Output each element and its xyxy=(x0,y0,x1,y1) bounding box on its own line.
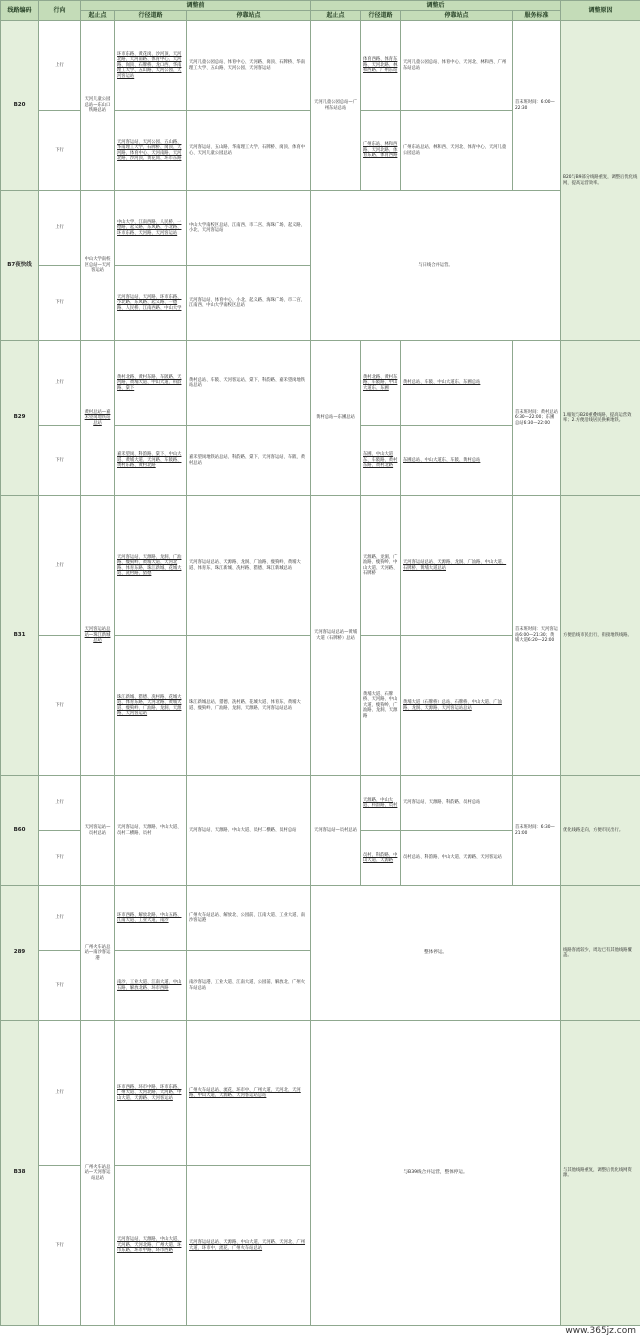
after-down-stops: 员村总站、科韵路、中山大道、天源路、天河客运站 xyxy=(401,831,513,886)
line-code: 289 xyxy=(1,886,39,1021)
after-down-route: 员村、科韵路、中山大道、天源路 xyxy=(361,831,401,886)
before-start: 天河儿童公园总站—东山口铁路总站 xyxy=(81,21,115,191)
before-up-stops: 广州火车站总站、解放北、公园前、江南大道、工业大道、南沙客运港 xyxy=(187,886,311,951)
before-down-stops: 天河客运站、五山路、华南理工大学、石牌桥、岗顶、体育中心、天河儿童公园总站 xyxy=(187,111,311,191)
after-down-stops: 黄埔大道（石牌桥）总站、石牌桥、中山大道、广汕路、龙洞、天源路、天河客运站总站 xyxy=(401,636,513,776)
service-standard: 首末班时间：6:00—22:30 xyxy=(513,21,561,191)
before-up-stops: 天河客运站、天源路、中山大道、员村二横路、员村总站 xyxy=(187,776,311,886)
after-start: 天河客运站总站—黄埔大道（石牌桥）总站 xyxy=(311,496,361,776)
after-up-route: 天源路、中山大道、科韵路、员村 xyxy=(361,776,401,831)
direction-up: 上行 xyxy=(39,21,81,111)
before-up-route: 黄村北路、黄村东路、车陂路、天河路、黄埔大道、中山大道、科韵路、棠下 xyxy=(115,341,187,426)
direction-down: 下行 xyxy=(39,111,81,191)
before-start: 广州火车站总站—天河客运站总站 xyxy=(81,1021,115,1326)
before-down-route: 珠江新城、猎德、冼村路、花城大道、体育东路、天河北路、黄埔大道、瘦狗岭、广汕路、龙洞、天源路、天河客运站 xyxy=(115,636,187,776)
before-down-route: 天河客运站、天河路、环市东路、小北路、东风路、起义路、一德路、人民桥、江南西路、中山大学 xyxy=(115,266,187,341)
after-up-route: 黄村北路、黄村东路、车陂路、中山大道东、东圃 xyxy=(361,341,401,426)
adjust-reason: 方便沿线市民出行，衔接地铁线路。 xyxy=(561,496,640,776)
before-start: 天河客运站—员村总站 xyxy=(81,776,115,886)
direction-up: 上行 xyxy=(39,1021,81,1166)
watermark-url: www.365jz.com xyxy=(565,1326,636,1336)
direction-up: 上行 xyxy=(39,341,81,426)
header-service: 服务标准 xyxy=(513,11,561,21)
before-up-stops: 中山大学南校区总站、江南西、市二宫、海珠广场、起义路、小北、天河客运站 xyxy=(187,191,311,266)
before-up-route: 天河客运站、天源路、中山大道、员村二横路、员村 xyxy=(115,776,187,886)
adjust-reason: B20与B9部分线路重复，调整后优化线网，提高运营效率。 xyxy=(561,21,640,341)
header-line-no: 线路编码 xyxy=(1,1,39,21)
line-code: B20 xyxy=(1,21,39,191)
after-down-stops: 广州东站总站、林和西、天河北、体育中心、天河儿童公园总站 xyxy=(401,111,513,191)
after-suspended-note: 与B39线合并运营，整体停运。 xyxy=(311,1021,561,1326)
before-down-route: 天河客运站、天源路、中山大道、天河路、天河北路、广州大道、环市东路、环市中路、环市西路 xyxy=(115,1166,187,1326)
after-down-route: 东圃、中山大道东、车陂路、黄村东路、黄村北路 xyxy=(361,426,401,496)
after-start: 天河客运站—员村总站 xyxy=(311,776,361,886)
direction-down: 下行 xyxy=(39,426,81,496)
line-code: B31 xyxy=(1,496,39,776)
header-after: 调整后 xyxy=(311,1,561,11)
before-start: 天河客运站总站—珠江新城总站 xyxy=(81,496,115,776)
after-up-stops: 天河儿童公园总站、体育中心、天河北、林和西、广州东站总站 xyxy=(401,21,513,111)
after-down-stops: 东圃总站、中山大道东、车陂、黄村总站 xyxy=(401,426,513,496)
after-start: 天河儿童公园总站—广州东站总站 xyxy=(311,21,361,191)
direction-down: 下行 xyxy=(39,1166,81,1326)
after-suspended-note: 整体停运。 xyxy=(311,886,561,1021)
before-down-stops: 天河客运站、体育中心、小北、起义路、海珠广场、市二宫、江南西、中山大学南校区总站 xyxy=(187,266,311,341)
line-code: B29 xyxy=(1,341,39,496)
direction-down: 下行 xyxy=(39,831,81,886)
header-after-start: 起止点 xyxy=(311,11,361,21)
before-up-stops: 天河儿童公园总站、体育中心、天河路、岗顶、石牌桥、华南理工大学、五山路、天河公园、天河客运站 xyxy=(187,21,311,111)
before-up-route: 中山大学、江南西路、人民桥、一德路、起义路、东风路、小北路、环市东路、天河路、天河客运站 xyxy=(115,191,187,266)
before-down-route: 嘉禾望岗、科韵路、棠下、中山大道、黄埔大道、天河路、车陂路、黄村东路、黄村北路 xyxy=(115,426,187,496)
table-row xyxy=(1,886,640,951)
direction-down: 下行 xyxy=(39,266,81,341)
header-direction: 行向 xyxy=(39,1,81,21)
before-start: 黄村总站—嘉禾望岗地铁站总站 xyxy=(81,341,115,496)
header-before-stops: 停靠站点 xyxy=(187,11,311,21)
line-code: B60 xyxy=(1,776,39,886)
after-up-route: 天源路、龙洞、广汕路、瘦狗岭、中山大道、天河路、石牌桥 xyxy=(361,496,401,636)
direction-up: 上行 xyxy=(39,496,81,636)
before-up-route: 环市西路、解放北路、中山五路、江南大道、工业大道、南沙 xyxy=(115,886,187,951)
header-before-start: 起止点 xyxy=(81,11,115,21)
direction-down: 下行 xyxy=(39,636,81,776)
service-standard: 首末班时间：天河客运站6:00—21:30；黄埔大道6:20—22:00 xyxy=(513,496,561,776)
table-row xyxy=(1,21,640,111)
after-up-route: 体育西路、体育东路、天河北路、林和西路、广州东站 xyxy=(361,21,401,111)
direction-down: 下行 xyxy=(39,951,81,1021)
direction-up: 上行 xyxy=(39,191,81,266)
table-row xyxy=(1,191,640,266)
after-down-route: 广州东站、林和西路、天河北路、体育东路、体育西路 xyxy=(361,111,401,191)
before-down-route: 南沙、工业大道、江南大道、中山五路、解放北路、环市西路 xyxy=(115,951,187,1021)
after-up-stops: 天河客运站总站、天源路、龙洞、广汕路、中山大道、石牌桥、黄埔大道总站 xyxy=(401,496,513,636)
before-start: 中山大学南校区总站—天河客运站 xyxy=(81,191,115,341)
line-code: B7夜快线 xyxy=(1,191,39,341)
header-reason: 调整原因 xyxy=(561,1,640,21)
before-down-stops: 珠江新城总站、猎德、冼村路、花城大道、体育东、黄埔大道、瘦狗岭、广汕路、龙洞、天源路、天河客运站总站 xyxy=(187,636,311,776)
after-up-stops: 黄村总站、车陂、中山大道东、东圃总站 xyxy=(401,341,513,426)
after-merged-note: 与日线合并运营。 xyxy=(311,191,561,341)
before-up-route: 环市西路、环市中路、环市东路、广州大道、天河北路、天河路、中山大道、天源路、天河客运站 xyxy=(115,1021,187,1166)
before-down-stops: 嘉禾望岗地铁站总站、科韵路、棠下、天河客运站、车陂、黄村总站 xyxy=(187,426,311,496)
header-after-route: 行径道路 xyxy=(361,11,401,21)
service-standard: 首末班时间：黄村总站6:30—22:00；东圃总站6:30—22:00 xyxy=(513,341,561,496)
service-standard: 首末班时间：6:30—21:00 xyxy=(513,776,561,886)
table-row xyxy=(1,776,640,831)
before-up-stops: 黄村总站、车陂、天河客运站、棠下、科韵路、嘉禾望岗地铁站总站 xyxy=(187,341,311,426)
header-before: 调整前 xyxy=(81,1,311,11)
before-down-stops: 南沙客运港、工业大道、江南大道、公园前、解放北、广州火车站总站 xyxy=(187,951,311,1021)
header-after-stops: 停靠站点 xyxy=(401,11,513,21)
table-row xyxy=(1,1021,640,1166)
before-down-route: 天河客运站、天河公园、五山路、华南理工大学、石牌桥、岗顶、天河路、体育中心、天河南路、天河北路、沙河顶、黄花岗、环市东路 xyxy=(115,111,187,191)
before-up-stops: 广州火车站总站、流花、环市中、广州大道、天河北、天河路、中山大道、天源路、天河客运站总站 xyxy=(187,1021,311,1166)
before-down-stops: 天河客运站总站、天源路、中山大道、天河路、天河北、广州大道、环市中、流花、广州火车站总站 xyxy=(187,1166,311,1326)
before-up-route: 环市东路、黄花岗、沙河顶、天河北路、天河南路、体育中心、天河路、岗顶、石牌桥、龙口西、华南理工大学、五山路、天河公园、天河客运站 xyxy=(115,21,187,111)
adjust-reason: 1.缩短与B20重叠线路，提高运营效率；2.方便沿线居民换乘地铁。 xyxy=(561,341,640,496)
before-start: 广州火车站总站—南沙客运港 xyxy=(81,886,115,1021)
header-before-route: 行径道路 xyxy=(115,11,187,21)
before-up-stops: 天河客运站总站、天源路、龙洞、广汕路、瘦狗岭、黄埔大道、体育东、珠江新城、冼村路、猎德、珠江新城总站 xyxy=(187,496,311,636)
after-up-stops: 天河客运站、天源路、科韵路、员村总站 xyxy=(401,776,513,831)
direction-up: 上行 xyxy=(39,776,81,831)
before-up-route: 天河客运站、天源路、龙洞、广汕路、瘦狗岭、黄埔大道、天河北路、体育东路、珠江新城、花城大道、冼村路、猎德 xyxy=(115,496,187,636)
adjust-reason: 线路客流较少，周边已有其他线路覆盖。 xyxy=(561,886,640,1021)
table-row xyxy=(1,341,640,426)
after-down-route: 黄埔大道、石牌桥、天河路、中山大道、瘦狗岭、广汕路、龙洞、天源路 xyxy=(361,636,401,776)
adjust-reason: 与其他线路重复，调整后优化线网资源。 xyxy=(561,1021,640,1326)
adjust-reason: 优化线路走向，方便市民出行。 xyxy=(561,776,640,886)
line-code: B38 xyxy=(1,1021,39,1326)
table-row xyxy=(1,496,640,636)
direction-up: 上行 xyxy=(39,886,81,951)
after-start: 黄村总站—东圃总站 xyxy=(311,341,361,496)
